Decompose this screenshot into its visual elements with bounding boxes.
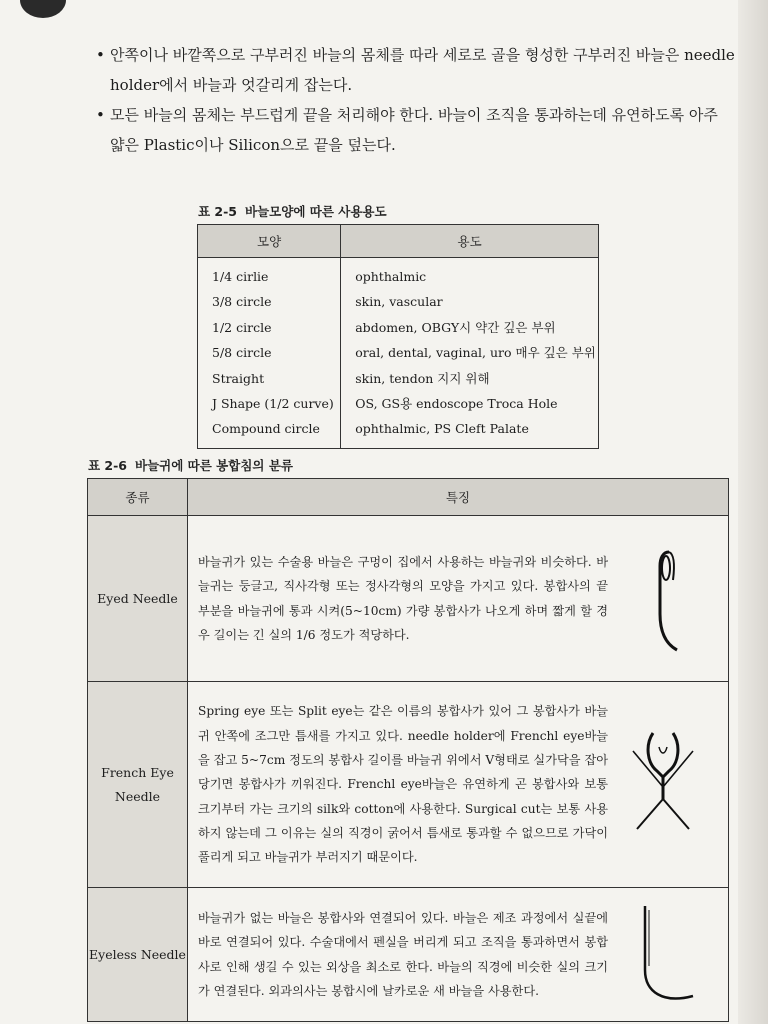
needle-feature [188,682,729,888]
use-item: OS, GS용 endoscope Troca Hole [355,395,558,411]
bullet-dot: • [96,106,105,124]
table1-title: 바늘모양에 따른 사용용도 [245,204,387,219]
shape-item: 5/8 circle [212,345,272,361]
table1-use-column [341,258,599,449]
kind-line: French Eye [101,764,174,780]
bullet-item [96,100,736,160]
feature-text: 바늘귀가 있는 수술용 바늘은 구멍이 집에서 사용하는 바늘귀와 비슷하다. 바늘귀는 둥글고, 직사각형 또는 정사각형의 모양을 가지고 있다. 봉합사의 끝 부분을 바늘귀에 통과 시켜(5~10cm) 가량 봉합사가 나오게 하며 짧게 할 경우 길이는 긴 실의 1/6 정도가 적당하다. [198,554,608,642]
needle-kind [88,888,188,1022]
bullet-list [96,40,736,160]
kind-line: Eyed Needle [97,590,178,606]
shape-item: J Shape (1/2 curve) [212,395,334,411]
french-eye-needle-icon [608,729,718,839]
bullet-dot: • [96,46,105,64]
use-item: abdomen, OBGY시 약간 깊은 부위 [355,319,556,335]
feature-text: Spring eye 또는 Split eye는 같은 이름의 봉합사가 있어 그 봉합사가 바늘귀 안쪽에 조그만 틈새를 가지고 있다. needle holder에 Frenchl eye바늘을 잡고 5~7cm 정도의 봉합사 길이를 바늘귀 위에서 V형태로 실가닥을 잡아당기면 봉합사가 끼워진다. Frenchl eye바늘은 유연하게 곤 봉합사와 보통 크기부터 가는 크기의 silk와 cotton에 사용한다. Surgical cut는 보통 사용하지 않는데 그 이유는 실의 직경이 굵어서 틈새로 통과할 수 없으므로 가닥이 풀리게 되고 바늘귀가 부러지기 때문이다. [198,704,608,865]
table1-header-shape: 모양 [198,225,341,258]
table2-caption [88,456,293,474]
table1-number: 표 2-5 [198,204,238,219]
shape-item: Straight [212,370,265,386]
use-item: skin, tendon 지지 위해 [355,370,490,386]
kind-line: Eyeless Needle [89,946,186,962]
needle-kind [88,516,188,682]
shape-item: 1/2 circle [212,319,272,335]
bullet-text: 모든 바늘의 몸체는 부드럽게 끝을 처리해야 한다. 바늘이 조직을 통과하는데 유연하도록 아주 얇은 Plastic이나 Silicon으로 끝을 덮는다. [110,106,718,154]
use-item: skin, vascular [355,294,443,310]
use-item: oral, dental, vaginal, uro 매우 깊은 부위 [355,345,596,361]
use-item: ophthalmic, PS Cleft Palate [355,421,529,437]
needle-shape-table [197,224,599,449]
use-item: ophthalmic [355,269,427,284]
table2-header-feature: 특징 [188,479,729,516]
shape-item: Compound circle [212,421,320,437]
table2-number: 표 2-6 [88,458,128,473]
table1-caption [198,202,387,220]
needle-eye-table [87,478,729,1022]
kind-line: Needle [114,788,161,804]
needle-feature [188,516,729,682]
shape-item: 3/8 circle [212,294,272,310]
needle-kind [88,682,188,888]
eyed-needle-icon [608,544,718,654]
table2-title: 바늘귀에 따른 봉합침의 분류 [135,458,293,473]
eyeless-needle-icon [608,900,718,1010]
page-edge [738,0,768,1024]
page-corner-mark [20,0,66,18]
shape-item: 1/4 cirlie [212,269,269,284]
feature-text: 바늘귀가 없는 바늘은 봉합사와 연결되어 있다. 바늘은 제조 과정에서 실끝에 바로 연결되어 있다. 수술대에서 펜실을 버리게 되고 조직을 통과하면서 봉합사로 인해 생길 수 있는 외상을 최소로 한다. 바늘의 직경에 비슷한 실의 크기가 연결된다. 외과의사는 봉합시에 날카로운 새 바늘을 사용한다. [198,910,608,998]
table1-header-use: 용도 [341,225,599,258]
table2-header-kind: 종류 [88,479,188,516]
needle-feature [188,888,729,1022]
table-row [88,682,729,888]
table-row [88,516,729,682]
bullet-text: 안쪽이나 바깥쪽으로 구부러진 바늘의 몸체를 따라 세로로 골을 형성한 구부러진 바늘은 needle holder에서 바늘과 엇갈리게 잡는다. [110,46,735,94]
bullet-item [96,40,736,100]
table-row [88,888,729,1022]
table1-shape-column [198,258,341,449]
